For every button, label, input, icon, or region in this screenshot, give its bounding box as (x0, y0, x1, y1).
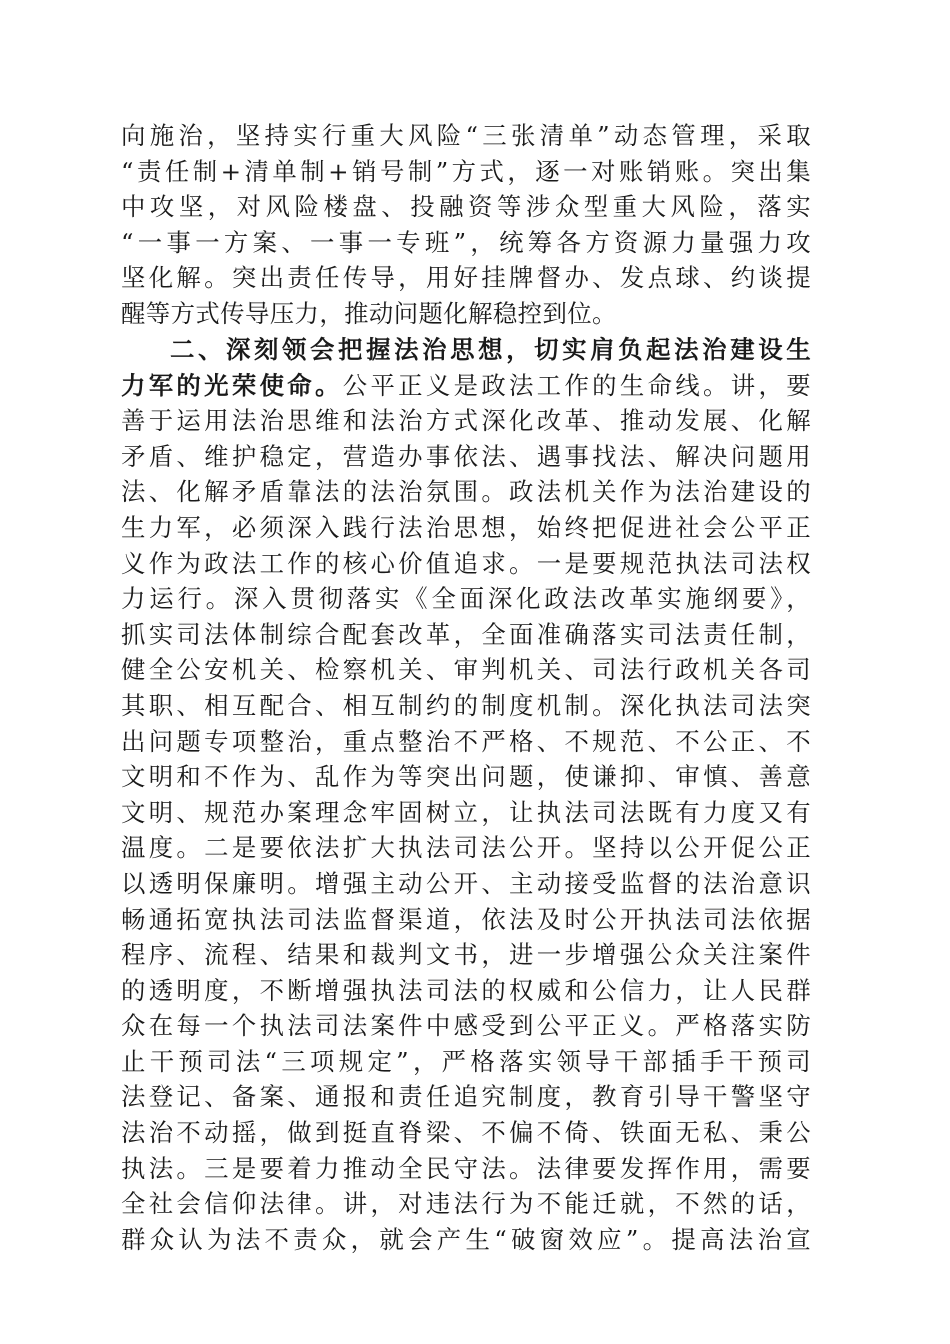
text-line: 程序、流程、结果和裁判文书，进一步增强公众关注案件 (121, 940, 811, 970)
text-line: “责任制+清单制+销号制”方式，逐一对账销账。突出集 (121, 156, 811, 186)
text-line: 执法。三是要着力推动全民守法。法律要发挥作用，需要 (121, 1153, 811, 1183)
text-line: 其职、相互配合、相互制约的制度机制。深化执法司法突 (121, 690, 811, 720)
text-span: 公平正义是政法工作的生命线。讲，要 (342, 370, 811, 400)
section-heading: 二、深刻领会把握法治思想，切实肩负起法治建设生 (170, 335, 811, 364)
text-line: 出问题专项整治，重点整治不严格、不规范、不公正、不 (121, 726, 811, 756)
text-line: 文明、规范办案理念牢固树立，让执法司法既有力度又有 (121, 797, 811, 827)
text-line: 醒等方式传导压力，推动问题化解稳控到位。 (121, 298, 617, 328)
text-line: 群众认为法不责众，就会产生“破窗效应”。提高法治宣 (121, 1224, 811, 1254)
text-line: 力运行。深入贯彻落实《全面深化政法改革实施纲要》， (121, 584, 811, 614)
text-line: 众在每一个执法司法案件中感受到公平正义。严格落实防 (121, 1011, 811, 1041)
text-line: 止干预司法“三项规定”，严格落实领导干部插手干预司 (121, 1046, 811, 1076)
text-line: 矛盾、维护稳定，营造办事依法、遇事找法、解决问题用 (121, 441, 811, 471)
text-line: 义作为政法工作的核心价值追求。一是要规范执法司法权 (121, 548, 811, 578)
text-line: 全社会信仰法律。讲，对违法行为不能迁就，不然的话， (121, 1189, 811, 1219)
paragraph-section-two (121, 332, 811, 1257)
text-line: 抓实司法体制综合配套改革，全面准确落实司法责任制， (121, 619, 811, 649)
text-line: 中攻坚，对风险楼盘、投融资等涉众型重大风险，落实 (121, 192, 811, 222)
text-line: 生力军，必须深入践行法治思想，始终把促进社会公平正 (121, 512, 811, 542)
text-line: 健全公安机关、检察机关、审判机关、司法行政机关各司 (121, 655, 811, 685)
text-line (121, 368, 811, 404)
text-line: 的透明度，不断增强执法司法的权威和公信力，让人民群 (121, 975, 811, 1005)
text-line: 温度。二是要依法扩大执法司法公开。坚持以公开促公正 (121, 833, 811, 863)
text-line: 法、化解矛盾靠法的法治氛围。政法机关作为法治建设的 (121, 477, 811, 507)
text-line: 善于运用法治思维和法治方式深化改革、推动发展、化解 (121, 406, 811, 436)
text-line: 坚化解。突出责任传导，用好挂牌督办、发点球、约谈提 (121, 263, 811, 293)
text-line: 以透明保廉明。增强主动公开、主动接受监督的法治意识 (121, 868, 811, 898)
text-line: 文明和不作为、乱作为等突出问题，使谦抑、审慎、善意 (121, 762, 811, 792)
text-line: 法治不动摇，做到挺直脊梁、不偏不倚、铁面无私、秉公 (121, 1118, 811, 1148)
section-heading-tail: 力军的光荣使命。 (121, 370, 343, 400)
text-line: “一事一方案、一事一专班”，统筹各方资源力量强力攻 (121, 227, 811, 257)
text-line: 法登记、备案、通报和责任追究制度，教育引导干警坚守 (121, 1082, 811, 1112)
paragraph-continuation (121, 118, 811, 332)
text-line: 畅通拓宽执法司法监督渠道，依法及时公开执法司法依据 (121, 904, 811, 934)
text-line: 向施治，坚持实行重大风险“三张清单”动态管理，采取 (121, 121, 811, 150)
